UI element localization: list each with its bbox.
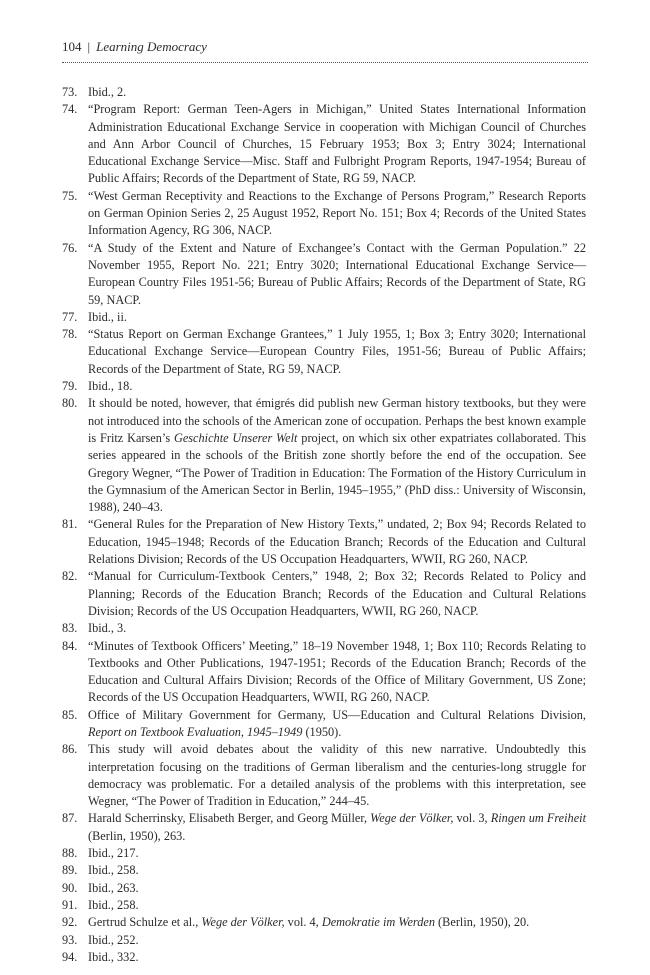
note-number: 89.	[62, 863, 78, 878]
endnote-83	[62, 620, 586, 637]
book-title: Wege der Völker,	[370, 811, 454, 826]
note-text: “West German Receptivity and Reactions to the Exchange of Persons Program,” Research Reports on German Opinion Series 2, 25 August 1952, Report No. 151; Box 4; Records of the United States Information Agency, RG 306, NACP.	[88, 188, 586, 238]
volume-title: Ringen um Freiheit	[490, 811, 586, 826]
note-number: 81.	[62, 517, 78, 532]
note-text: This study will avoid debates about the validity of this new narrative. Undoubtedly this interpretation focusing on the traditions of German liberalism and the centuries-long struggle for democracy was problematic. For a detailed analysis of the problems with this interpretation, see Wegner, “The Power of Tradition in Education,” 244–45.	[88, 742, 586, 809]
note-number: 88.	[62, 846, 78, 861]
endnote-91	[62, 897, 586, 914]
note-text: “Minutes of Textbook Officers’ Meeting,” 18–19 November 1948, 1; Box 110; Records Relating to Textbooks and Other Publications, 1947-1951; Records of the Education Branch; Records of the Education and Cultural Affairs Division; Records of the Office of Military Government, US Zone; Records of the US Occupation Headquarters, WWII, RG 260, NACP.	[88, 638, 586, 705]
header-separator: |	[87, 39, 91, 54]
note-text-part: vol. 4,	[284, 915, 322, 930]
note-number: 84.	[62, 638, 78, 653]
note-text	[88, 810, 586, 845]
note-number: 94.	[62, 949, 78, 964]
note-number: 90.	[62, 880, 78, 895]
endnote-84	[62, 638, 586, 707]
endnote-86	[62, 741, 586, 810]
note-text-part: Office of Military Government for Germany, US—Education and Cultural Relations Division,	[88, 707, 586, 722]
note-text: Ibid., 2.	[88, 85, 127, 99]
note-number: 83.	[62, 621, 78, 636]
book-title: Geschichte Unserer Welt	[173, 430, 298, 445]
note-number: 73.	[62, 85, 78, 99]
endnote-92	[62, 914, 586, 931]
note-text-part: (1950).	[302, 724, 342, 739]
endnote-89	[62, 862, 586, 879]
note-text-part: vol. 3,	[453, 811, 491, 826]
running-title: Learning Democracy	[96, 39, 207, 54]
note-number: 79.	[62, 379, 78, 394]
note-number: 75.	[62, 188, 78, 203]
note-text-part: Harald Scherrinsky, Elisabeth Berger, and Georg Müller,	[88, 811, 371, 826]
note-text-part: Gertrud Schulze et al.,	[88, 915, 202, 930]
note-number: 78.	[62, 327, 78, 342]
report-title: Report on Textbook Evaluation, 1945–1949	[88, 724, 303, 739]
endnote-75	[62, 188, 586, 240]
endnotes-list	[62, 84, 586, 966]
endnote-94	[62, 949, 586, 966]
note-number: 91.	[62, 897, 78, 912]
note-number: 85.	[62, 707, 78, 722]
note-text-part: project, on which six other expatriates collaborated. This series appeared in the schools of the British zone shortly before the end of the occupation. See Gregory Wegner, “The Power of Tradition in Education: The Formation of the History Curriculum in the Gymnasium of the American Sector in Berlin, 1945–1955,” (PhD diss.: University of Wisconsin, 1988), 240–43.	[88, 430, 586, 515]
note-text	[88, 707, 586, 742]
note-text: “Manual for Curriculum-Textbook Centers,” 1948, 2; Box 32; Records Related to Policy and Planning; Records of the Education Branch; Records of the Education and Cultural Relations Division; Records of the US Occupation Headquarters, WWII, RG 260, NACP.	[88, 569, 586, 618]
endnote-73	[62, 84, 586, 101]
endnote-81	[62, 516, 586, 568]
note-text: Ibid., 258.	[88, 897, 139, 912]
endnote-93	[62, 932, 586, 949]
header-rule	[62, 62, 588, 63]
note-number: 93.	[62, 932, 78, 947]
running-header	[62, 38, 588, 56]
endnote-85	[62, 707, 586, 742]
volume-title: Demokratie im Werden	[321, 915, 435, 930]
note-number: 77.	[62, 309, 78, 324]
note-number: 87.	[62, 811, 78, 826]
note-text: Ibid., 18.	[88, 379, 133, 394]
endnote-76	[62, 240, 586, 309]
note-text: “Program Report: German Teen-Agers in Michigan,” United States International Information Administration Educational Exchange Service in cooperation with Michigan Council of Churches and Ann Arbor Council of Churches, 15 February 1953; Box 3; Entry 3024; International Educational Exchange Service—Misc. Staff and Fulbright Program Reports, 1947-1954; Bureau of Public Affairs; Records of the Department of State, RG 59, NACP.	[88, 102, 586, 186]
note-number: 92.	[62, 915, 78, 930]
note-number: 76.	[62, 240, 78, 255]
endnote-77	[62, 309, 586, 326]
endnote-88	[62, 845, 586, 862]
endnote-80	[62, 395, 586, 516]
note-text: Ibid., 263.	[88, 880, 139, 895]
note-number: 74.	[62, 102, 78, 117]
note-text: Ibid., 3.	[88, 621, 127, 636]
endnote-74	[62, 101, 586, 187]
page-number: 104	[62, 39, 82, 54]
note-number: 86.	[62, 742, 78, 757]
endnote-79	[62, 378, 586, 395]
note-text: “Status Report on German Exchange Grantees,” 1 July 1955, 1; Box 3; Entry 3020; International Educational Exchange Service—European Country Files, 1951-56; Bureau of Public Affairs; Records of the Department of State, RG 59, NACP.	[88, 327, 586, 376]
book-title: Wege der Völker,	[201, 915, 285, 930]
endnote-82	[62, 568, 586, 620]
note-text	[88, 395, 586, 516]
note-text	[88, 914, 586, 931]
note-text: Ibid., 258.	[88, 863, 139, 878]
note-text: Ibid., 332.	[88, 949, 139, 964]
note-text-part: (Berlin, 1950), 263.	[88, 828, 186, 843]
note-text-part: (Berlin, 1950), 20.	[434, 915, 530, 930]
note-text: Ibid., 252.	[88, 932, 139, 947]
note-text: Ibid., ii.	[88, 309, 127, 324]
note-text-part: It should be noted, however, that émigrés did publish new German history textbooks, but they were not introduced into the schools of the American zone of occupation. Perhaps the best known example is Fritz Karsen’s	[88, 396, 586, 445]
note-number: 82.	[62, 569, 78, 584]
endnote-90	[62, 880, 586, 897]
note-text: “A Study of the Extent and Nature of Exchangee’s Contact with the German Population.” 22 November 1955, Report No. 221; Entry 3020; International Educational Exchange Service—European Country Files 1951-56; Bureau of Public Affairs; Records of the Department of State, RG 59, NACP.	[88, 240, 586, 307]
note-text: “General Rules for the Preparation of New History Texts,” undated, 2; Box 94; Records Related to Education, 1945–1948; Records of the Education Branch; Records of the Education and Cultural Relations Division; Records of the US Occupation Headquarters, WWII, RG 260, NACP.	[88, 517, 586, 567]
endnote-87	[62, 810, 586, 845]
endnote-78	[62, 326, 586, 378]
note-text: Ibid., 217.	[88, 846, 139, 861]
note-number: 80.	[62, 396, 78, 411]
